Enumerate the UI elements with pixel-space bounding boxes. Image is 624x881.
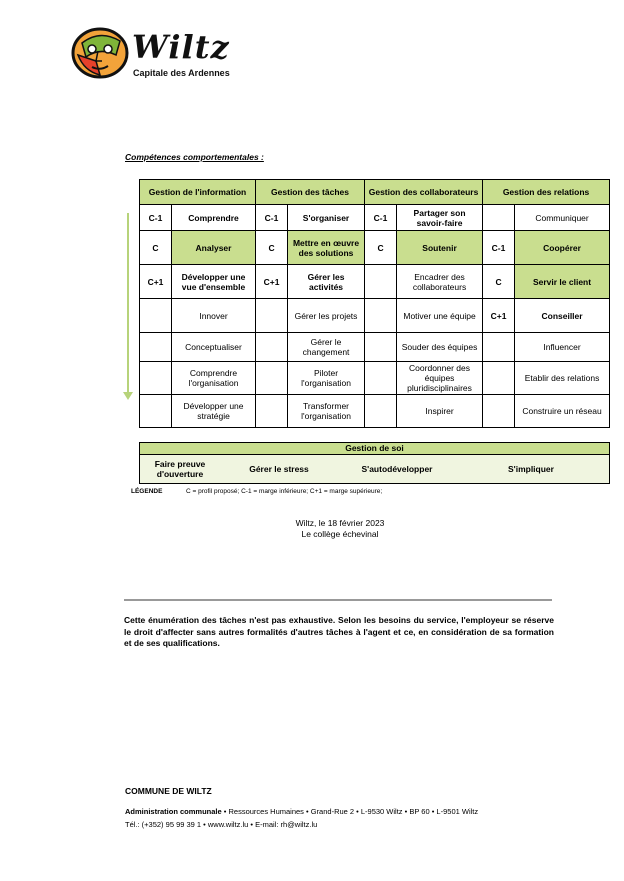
level-cell: C+1	[256, 265, 288, 299]
competence-cell: Coordonner des équipes pluridisciplinaires	[397, 362, 483, 395]
level-cell	[140, 333, 172, 362]
table-row	[140, 395, 610, 428]
footer-contact: Tél.: (+352) 95 99 39 1 • www.wiltz.lu • E-mail: rh@wiltz.lu	[125, 820, 318, 829]
gestion-de-soi-box	[139, 442, 610, 484]
table-row	[140, 231, 610, 265]
legend-label: LÉGENDE	[131, 488, 163, 495]
table-row	[140, 362, 610, 395]
competence-cell: Gérer les projets	[288, 299, 365, 333]
header-gestion-information: Gestion de l'information	[140, 180, 256, 205]
level-cell	[365, 362, 397, 395]
header-gestion-relations: Gestion des relations	[483, 180, 610, 205]
gestion-de-soi-items	[140, 455, 609, 483]
level-cell: C-1	[365, 205, 397, 231]
competence-cell: Comprendre l'organisation	[172, 362, 256, 395]
level-cell: C	[365, 231, 397, 265]
level-cell	[256, 333, 288, 362]
level-cell: C+1	[483, 299, 515, 333]
competence-cell: Partager son savoir-faire	[397, 205, 483, 231]
level-cell	[256, 362, 288, 395]
level-cell	[365, 299, 397, 333]
competence-cell: Piloter l'organisation	[288, 362, 365, 395]
competence-cell: Motiver une équipe	[397, 299, 483, 333]
competence-cell: Coopérer	[515, 231, 610, 265]
level-cell: C-1	[483, 231, 515, 265]
date-line: Wiltz, le 18 février 2023	[295, 518, 385, 528]
competence-cell: Inspirer	[397, 395, 483, 428]
soi-item: Gérer le stress	[249, 464, 309, 474]
soi-item: S'impliquer	[508, 464, 554, 474]
competence-cell: Analyser	[172, 231, 256, 265]
competence-cell: Mettre en œuvre des solutions	[288, 231, 365, 265]
level-cell	[483, 333, 515, 362]
divider	[124, 599, 552, 601]
arrow-down-icon	[123, 392, 133, 400]
footer-admin-label: Administration communale	[125, 807, 222, 816]
level-cell	[140, 299, 172, 333]
competence-cell: Gérer les activités	[288, 265, 365, 299]
competence-cell: Construire un réseau	[515, 395, 610, 428]
footer-admin-rest: • Ressources Humaines • Grand-Rue 2 • L-9530 Wiltz • BP 60 • L-9501 Wiltz	[221, 807, 479, 816]
level-cell	[140, 362, 172, 395]
competence-cell: Souder des équipes	[397, 333, 483, 362]
progression-arrow-line	[127, 213, 129, 395]
level-cell	[140, 395, 172, 428]
level-cell	[256, 299, 288, 333]
level-cell: C	[256, 231, 288, 265]
table-header-row	[140, 180, 610, 205]
competence-cell: Encadrer des collaborateurs	[397, 265, 483, 299]
level-cell	[256, 395, 288, 428]
logo-subtitle: Capitale des Ardennes	[133, 68, 230, 78]
competence-cell: Transformer l'organisation	[288, 395, 365, 428]
competence-cell: Gérer le changement	[288, 333, 365, 362]
gestion-de-soi-title: Gestion de soi	[140, 443, 609, 455]
level-cell	[483, 395, 515, 428]
table-row	[140, 333, 610, 362]
competence-cell: Développer une stratégie	[172, 395, 256, 428]
competences-table	[139, 179, 610, 428]
competence-cell: Conseiller	[515, 299, 610, 333]
competence-cell: Développer une vue d'ensemble	[172, 265, 256, 299]
header-gestion-taches: Gestion des tâches	[256, 180, 365, 205]
table-row	[140, 205, 610, 231]
level-cell: C+1	[140, 265, 172, 299]
level-cell	[483, 205, 515, 231]
table-row	[140, 299, 610, 333]
section-title: Compétences comportementales :	[125, 152, 264, 162]
signatory: Le collège échevinal	[301, 529, 379, 539]
competence-cell: Innover	[172, 299, 256, 333]
level-cell	[483, 362, 515, 395]
logo-wordmark: Wiltz	[132, 28, 230, 66]
competence-cell: Soutenir	[397, 231, 483, 265]
level-cell: C	[140, 231, 172, 265]
level-cell	[365, 265, 397, 299]
soi-item: S'autodévelopper	[361, 464, 433, 474]
competence-cell: S'organiser	[288, 205, 365, 231]
level-cell: C	[483, 265, 515, 299]
competence-cell: Etablir des relations	[515, 362, 610, 395]
soi-item: Faire preuve d'ouverture	[154, 459, 206, 479]
level-cell	[365, 333, 397, 362]
level-cell	[365, 395, 397, 428]
disclaimer-text: Cette énumération des tâches n'est pas exhaustive. Selon les besoins du service, l'employeur se réserve le droit d'affecter sans autres formalités d'autres tâches à l'agent et ce, en considération de sa formation et de ses qualifications.	[124, 615, 554, 648]
legend-text: C = profil proposé; C-1 = marge inférieure; C+1 = marge supérieure;	[186, 488, 383, 495]
level-cell: C-1	[256, 205, 288, 231]
competence-cell: Communiquer	[515, 205, 610, 231]
competence-cell: Conceptualiser	[172, 333, 256, 362]
competence-cell: Influencer	[515, 333, 610, 362]
logo-face-icon	[70, 25, 132, 81]
competence-cell: Comprendre	[172, 205, 256, 231]
table-row	[140, 265, 610, 299]
competence-cell: Servir le client	[515, 265, 610, 299]
level-cell: C-1	[140, 205, 172, 231]
footer-address	[125, 807, 478, 816]
header-gestion-collaborateurs: Gestion des collaborateurs	[365, 180, 483, 205]
signature-block	[250, 518, 430, 540]
footer-commune: COMMUNE DE WILTZ	[125, 786, 212, 796]
